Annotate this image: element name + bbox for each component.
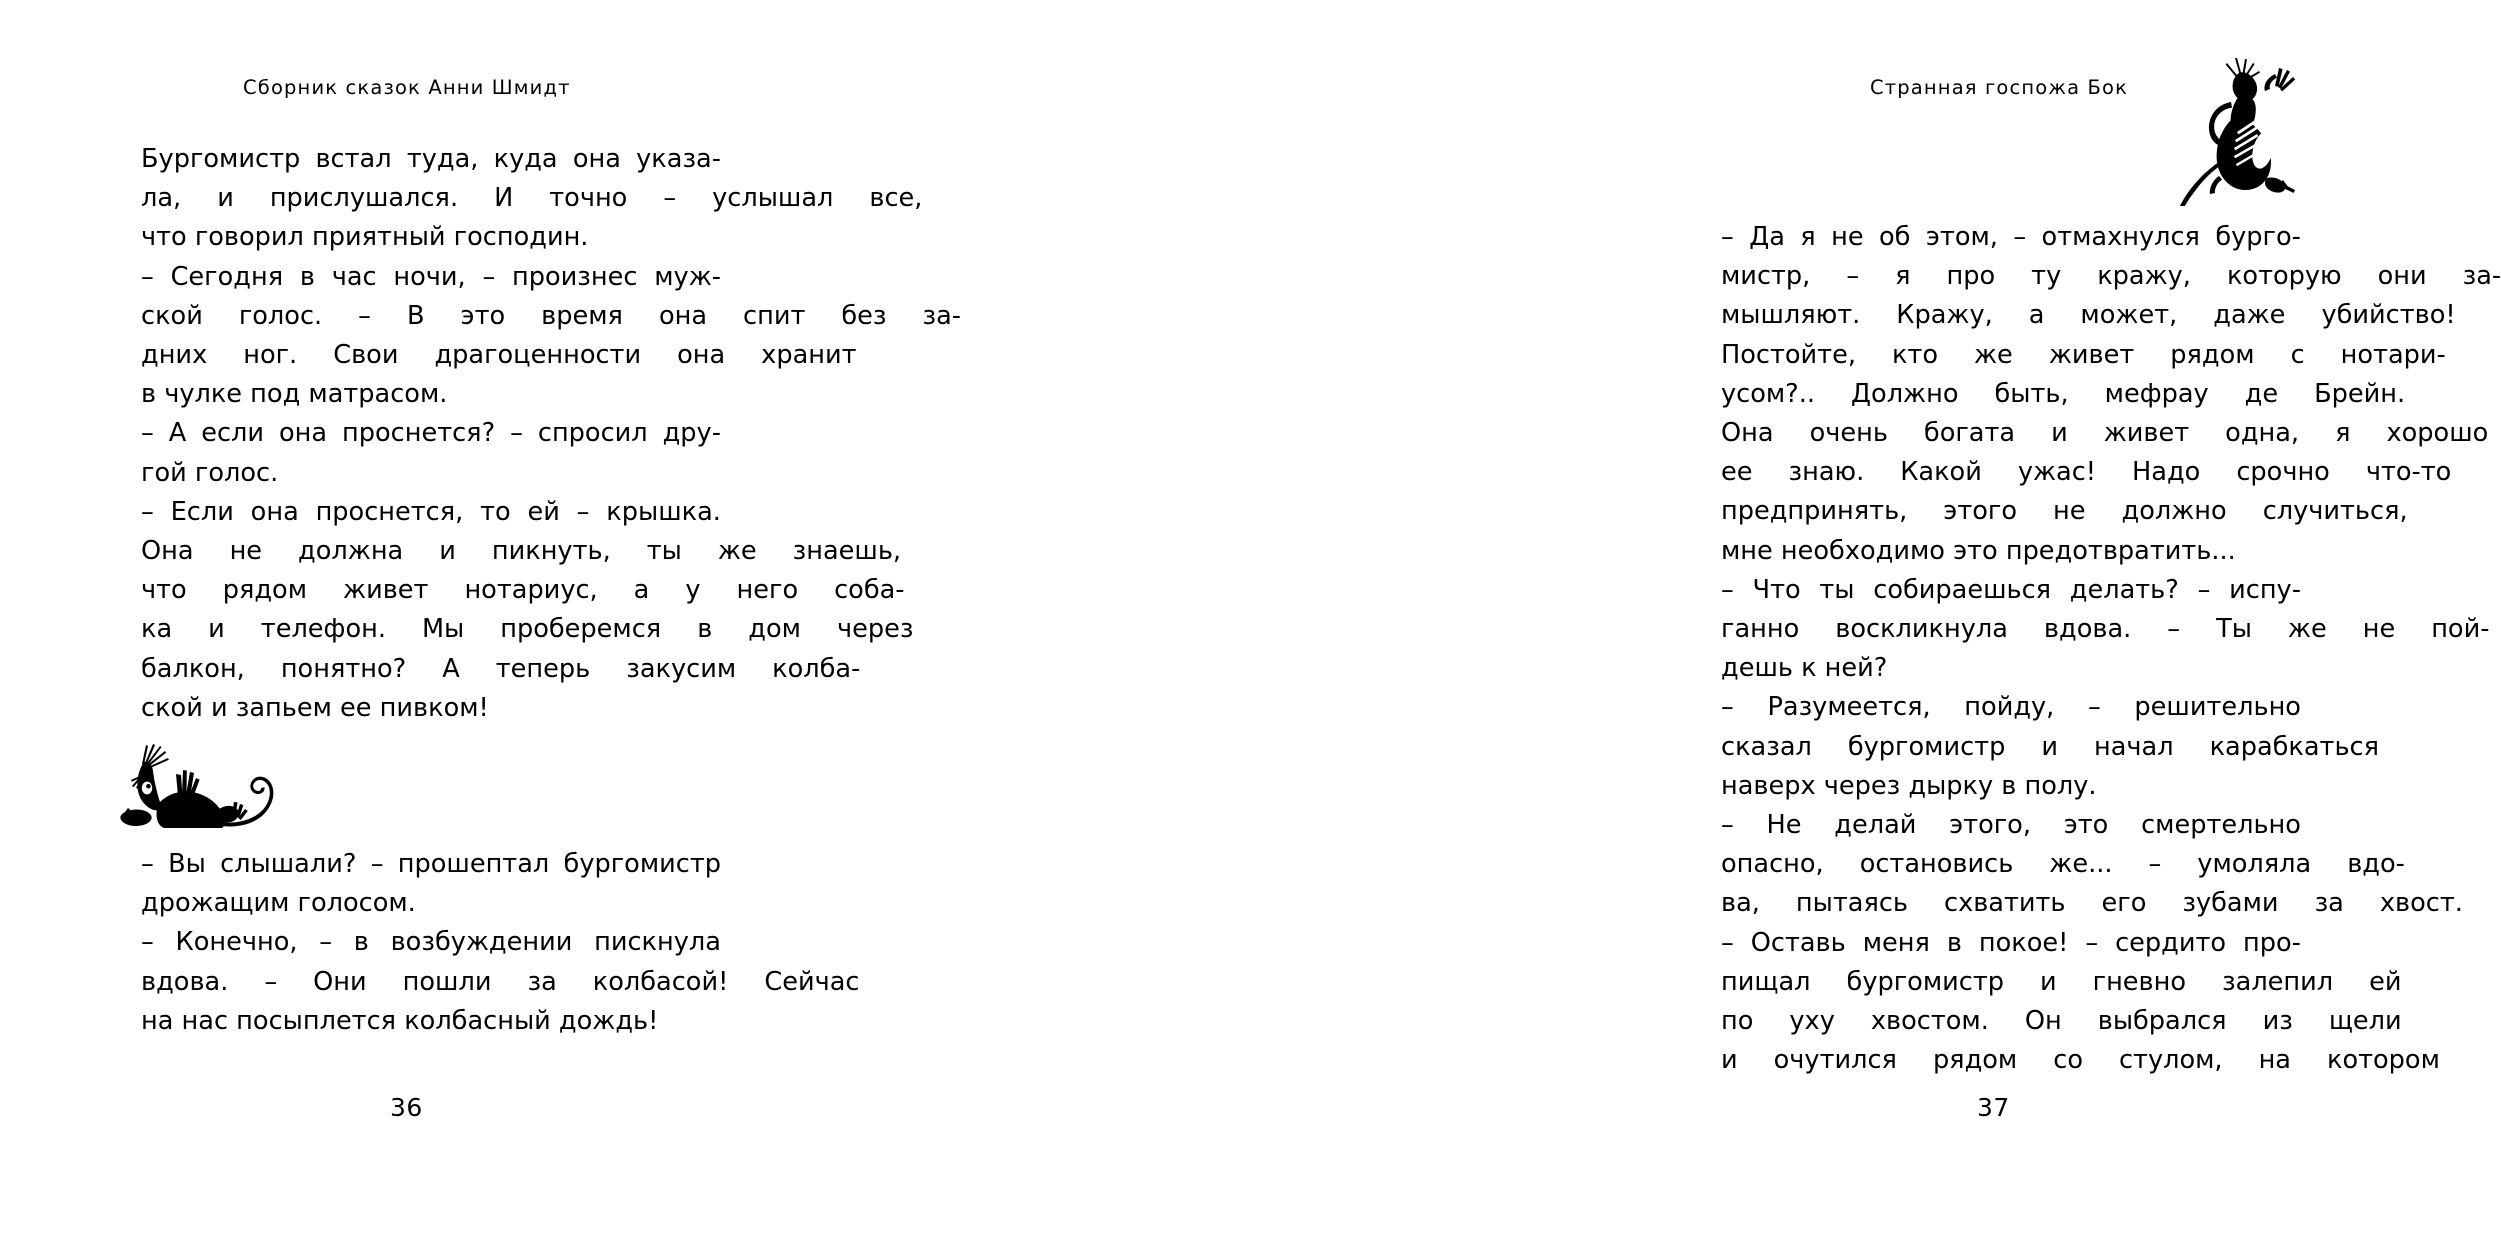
text-line: – Разумеется, пойду, – решительно — [1721, 692, 2301, 723]
text-line: дешь к ней? — [1721, 653, 1888, 684]
text-line: – Что ты собираешься делать? – испу- — [1721, 574, 2301, 605]
mouse-climbing-illustration — [2179, 58, 2301, 206]
text-line: – А если она проснется? – спросил дру- — [141, 418, 721, 449]
text-line: предпринять, этого не должно случиться, — [1721, 496, 2408, 527]
text-line: сказал бургомистр и начал карабкаться — [1721, 731, 2380, 762]
text-line: наверх через дырку в полу. — [1721, 770, 2097, 801]
paragraph — [1685, 924, 2440, 1081]
text-line: дних ног. Свои драгоценности она хранит — [141, 340, 857, 371]
text-line: – Да я не об этом, – отмахнулся бурго- — [1721, 222, 2301, 252]
page-left — [0, 0, 962, 1240]
paragraph — [105, 414, 721, 492]
text-line: гой голос. — [141, 457, 279, 488]
text-line: в чулке под матрасом. — [141, 379, 448, 410]
text-line: усом?.. Должно быть, мефрау де Брейн. — [1721, 378, 2406, 409]
text-line: дрожащим голосом. — [141, 888, 416, 919]
text-line: – Не делай этого, это смертельно — [1721, 810, 2301, 841]
text-column-left — [105, 140, 962, 728]
running-head-left: Сборник сказок Анни Шмидт — [243, 76, 571, 99]
paragraph — [1685, 688, 2380, 806]
text-line: ганно воскликнула вдова. – Ты же не пой- — [1721, 614, 2490, 645]
text-line: мистр, – я про ту кражу, которую они за- — [1721, 261, 2501, 292]
paragraph — [105, 140, 923, 258]
text-line: балкон, понятно? А теперь закусим колба- — [141, 653, 861, 684]
text-line: – Оставь меня в покое! – сердито про- — [1721, 927, 2301, 958]
text-line: Бургомистр встал туда, куда она указа- — [141, 144, 721, 174]
text-line: Она не должна и пикнуть, ты же знаешь, — [141, 536, 902, 567]
page-number-right: 37 — [1977, 1093, 2010, 1122]
paragraph — [105, 258, 962, 415]
text-line: Постойте, кто же живет рядом с нотари- — [1721, 339, 2446, 370]
text-line: на нас посыплется колбасный дождь! — [141, 1005, 659, 1036]
page-number-left: 36 — [390, 1093, 423, 1122]
text-column-left-lower — [105, 845, 860, 1041]
mouse-lying-on-back-illustration — [98, 742, 288, 830]
text-line: что говорил приятный господин. — [141, 222, 589, 253]
text-line: ской и запьем ее пивком! — [141, 692, 489, 723]
text-line: по уху хвостом. Он выбрался из щели — [1721, 1006, 2402, 1037]
paragraph — [105, 845, 721, 923]
text-line: – Конечно, – в возбуждении пискнула — [141, 927, 721, 958]
text-column-right — [1685, 218, 2501, 1080]
text-line: – Вы слышали? – прошептал бургомистр — [141, 849, 721, 879]
text-line: ва, пытаясь схватить его зубами за хвост. — [1721, 888, 2463, 919]
text-line: вдова. – Они пошли за колбасой! Сейчас — [141, 966, 860, 997]
text-line: Она очень богата и живет одна, я хорошо — [1721, 418, 2489, 449]
text-line: пищал бургомистр и гневно залепил ей — [1721, 966, 2402, 997]
paragraph — [1685, 571, 2490, 689]
text-line: мне необходимо это предотвратить... — [1721, 535, 2236, 566]
text-line: ее знаю. Какой ужас! Надо срочно что-то — [1721, 457, 2452, 488]
page-right — [827, 0, 2501, 1240]
text-line: что рядом живет нотариус, а у него соба- — [141, 575, 905, 606]
text-line: и очутился рядом со стулом, на котором — [1721, 1045, 2440, 1076]
paragraph — [105, 493, 914, 728]
paragraph — [105, 923, 860, 1041]
paragraph — [1685, 218, 2501, 571]
text-line: опасно, остановись же... – умоляла вдо- — [1721, 849, 2405, 880]
running-head-right: Странная госпожа Бок — [1870, 76, 2129, 99]
text-line: мышляют. Кражу, а может, даже убийство! — [1721, 300, 2456, 331]
text-line: ла, и прислушался. И точно – услышал все, — [141, 183, 923, 214]
text-line: – Если она проснется, то ей – крышка. — [141, 496, 721, 527]
paragraph — [1685, 806, 2463, 924]
text-line: ской голос. – В это время она спит без за- — [141, 300, 962, 331]
text-line: ка и телефон. Мы проберемся в дом через — [141, 614, 914, 645]
text-line: – Сегодня в час ночи, – произнес муж- — [141, 261, 721, 292]
